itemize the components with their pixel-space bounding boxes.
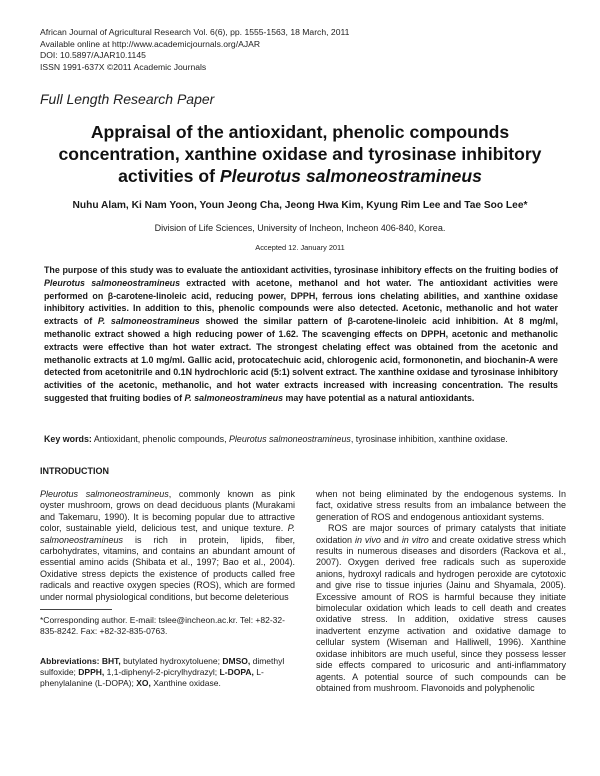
abbr-def: Xanthine oxidase. bbox=[150, 678, 221, 688]
abstract-text: may have potential as a natural antioxidants. bbox=[283, 392, 475, 403]
accepted-date: Accepted 12. January 2011 bbox=[255, 243, 345, 252]
issn-line: ISSN 1991-637X ©2011 Academic Journals bbox=[40, 61, 207, 72]
body-text: and create oxidative stress which results in numerous diseases and disorders (Rackova et al., 2007). Oxygen derived free radicals such as superoxide anions, hydroxyl radicals and hydrogen peroxide are cytotoxic and give rise to tissue injuries (Jainu and Shyamala, 2005). Excessive amount of ROS is harmful because they initiate bimolecular oxidation which leads to cell death and creates oxidative stress. In addition, oxidative stress causes inadvertent enzyme activation and oxidative damage to cellular system (Wiseman and Halliwell, 1996). Xanthine oxidase inhibitors are much useful, since they possess lesser side effects compared to uricosuric and anti-inflammatory agents. A potential source of such compounds can be obtained from mushroom. Flavonoids and polyphenolic bbox=[316, 534, 566, 693]
body-text: ROS are major sources of primary catalysts that initiate oxidation bbox=[316, 523, 566, 545]
body-text: , commonly known as pink oyster mushroom, grows on dead deciduous plants (Murakami and Takemaru, 1990). It is becoming popular due to attractive color, sustainable yield, delicious test, and unique texture. bbox=[40, 489, 296, 534]
doi-line: DOI: 10.5897/AJAR10.1145 bbox=[40, 50, 146, 61]
body-species: P. salmoneostramineus bbox=[40, 523, 295, 545]
body-text: and bbox=[380, 534, 402, 545]
abbr-term: XO, bbox=[136, 678, 151, 688]
keywords-text: , tyrosinase inhibition, xanthine oxidase. bbox=[350, 434, 508, 444]
abstract-text: showed the similar pattern of β-carotene-linoleic acid inhibition. At 8 mg/ml, methanolic extract showed a high reducing power of 1.62. The scavenging effects on DPPH, acetonic and methanolic extracts were effective than hot water extract. The strongest chelating effect was obtained from the acetonic and methanolic extracts at 1.0 mg/ml. Gallic acid, protocatechuic acid, chlorogenic acid, formononetin, and biochanin-A were detected from acetonitrile and 0.1N hydrochloric acid (5:1) solvent extract. The xanthine oxidase and tyrosinase inhibitory activities of the acetonic, methanolic, and hot water extracts increased with increasing concentration. The results suggested that fruiting bodies of bbox=[44, 316, 558, 403]
abbr-term: DMSO, bbox=[222, 656, 251, 666]
abbr-def: butylated hydroxytoluene; bbox=[120, 656, 223, 666]
abstract-text: The purpose of this study was to evaluate the antioxidant activities, tyrosinase inhibitory effects on the fruiting bodies of bbox=[44, 265, 558, 275]
keywords-species: Pleurotus salmoneostramineus bbox=[229, 434, 351, 444]
paper-title bbox=[50, 121, 550, 187]
body-paragraph: when not being eliminated by the endogenous systems. In fact, oxidative stress results from an imbalance between the generation of ROS and endogenous antioxidant systems. bbox=[316, 489, 566, 522]
abbr-term: L-DOPA, bbox=[219, 667, 254, 677]
author-list: Nuhu Alam, Ki Nam Yoon, Youn Jeong Cha, Jeong Hwa Kim, Kyung Rim Lee and Tae Soo Lee* bbox=[72, 200, 528, 211]
abstract bbox=[44, 264, 558, 405]
abbr-def: 1,1-diphenyl-2-picrylhydrazyl; bbox=[104, 667, 220, 677]
abbreviations-footnote bbox=[40, 656, 295, 689]
abbr-def: dimethyl sulfoxide; bbox=[40, 656, 285, 677]
body-italic: in vivo bbox=[354, 534, 381, 545]
body-column-right bbox=[316, 489, 566, 694]
abbr-term: BHT, bbox=[99, 656, 121, 666]
keywords bbox=[44, 433, 558, 445]
abstract-text: extracted with acetone, methanol and hot water. The antioxidant activities were performed on β-carotene-linoleic acid, reducing power, DPPH, ferrous ions chelating abilities, and xanthine oxidase inhibitory activities. In addition to this, phenolic compounds were also detected. Acetonic, methanolic and hot water extracts of bbox=[44, 277, 558, 327]
title-species: Pleurotus salmoneostramineus bbox=[219, 166, 482, 186]
abstract-species: P. salmoneostramineus bbox=[97, 316, 200, 327]
abbr-term: DPPH, bbox=[78, 667, 105, 677]
section-heading-introduction: INTRODUCTION bbox=[40, 466, 109, 476]
body-column-left bbox=[40, 489, 295, 603]
footnote-divider bbox=[40, 609, 112, 610]
journal-header bbox=[40, 27, 349, 73]
title-main: Appraisal of the antioxidant, phenolic compounds concentration, xanthine oxidase and tyrosinase inhibitory activities of bbox=[58, 122, 542, 186]
abstract-species: Pleurotus salmoneostramineus bbox=[44, 277, 181, 288]
abbreviations-label: Abbreviations: bbox=[40, 656, 100, 666]
body-text: is rich in protein, lipids, fiber, carbohydrates, vitamins, and contains an abundant amount of essential amino acids (Shibata et al., 1997; Bao et al., 2004). Oxidative stress depicts the existence of products called free radicals and reactive oxygen species (ROS), which are formed under normal physiological conditions, but become deleterious bbox=[40, 534, 295, 602]
journal-citation: African Journal of Agricultural Research Vol. 6(6), pp. 1555-1563, 18 March, 2011 bbox=[40, 27, 350, 37]
availability-line: Available online at http://www.academicjournals.org/AJAR bbox=[40, 38, 261, 49]
corresponding-author-footnote: *Corresponding author. E-mail: tslee@incheon.ac.kr. Tel: +82-32-835-8242. Fax: +82-32-835-0763. bbox=[40, 615, 285, 636]
keywords-text: Antioxidant, phenolic compounds, bbox=[91, 434, 230, 444]
body-paragraph bbox=[316, 523, 566, 694]
affiliation: Division of Life Sciences, University of Incheon, Incheon 406-840, Korea. bbox=[154, 223, 446, 233]
abbr-def: L-phenylalanine (L-DOPA); bbox=[40, 667, 264, 688]
abstract-species: P. salmoneostramineus bbox=[184, 392, 284, 403]
keywords-label: Key words: bbox=[44, 434, 92, 444]
paper-type-label: Full Length Research Paper bbox=[40, 91, 215, 107]
body-italic: in vitro bbox=[401, 534, 429, 545]
body-species: Pleurotus salmoneostramineus bbox=[40, 489, 169, 499]
